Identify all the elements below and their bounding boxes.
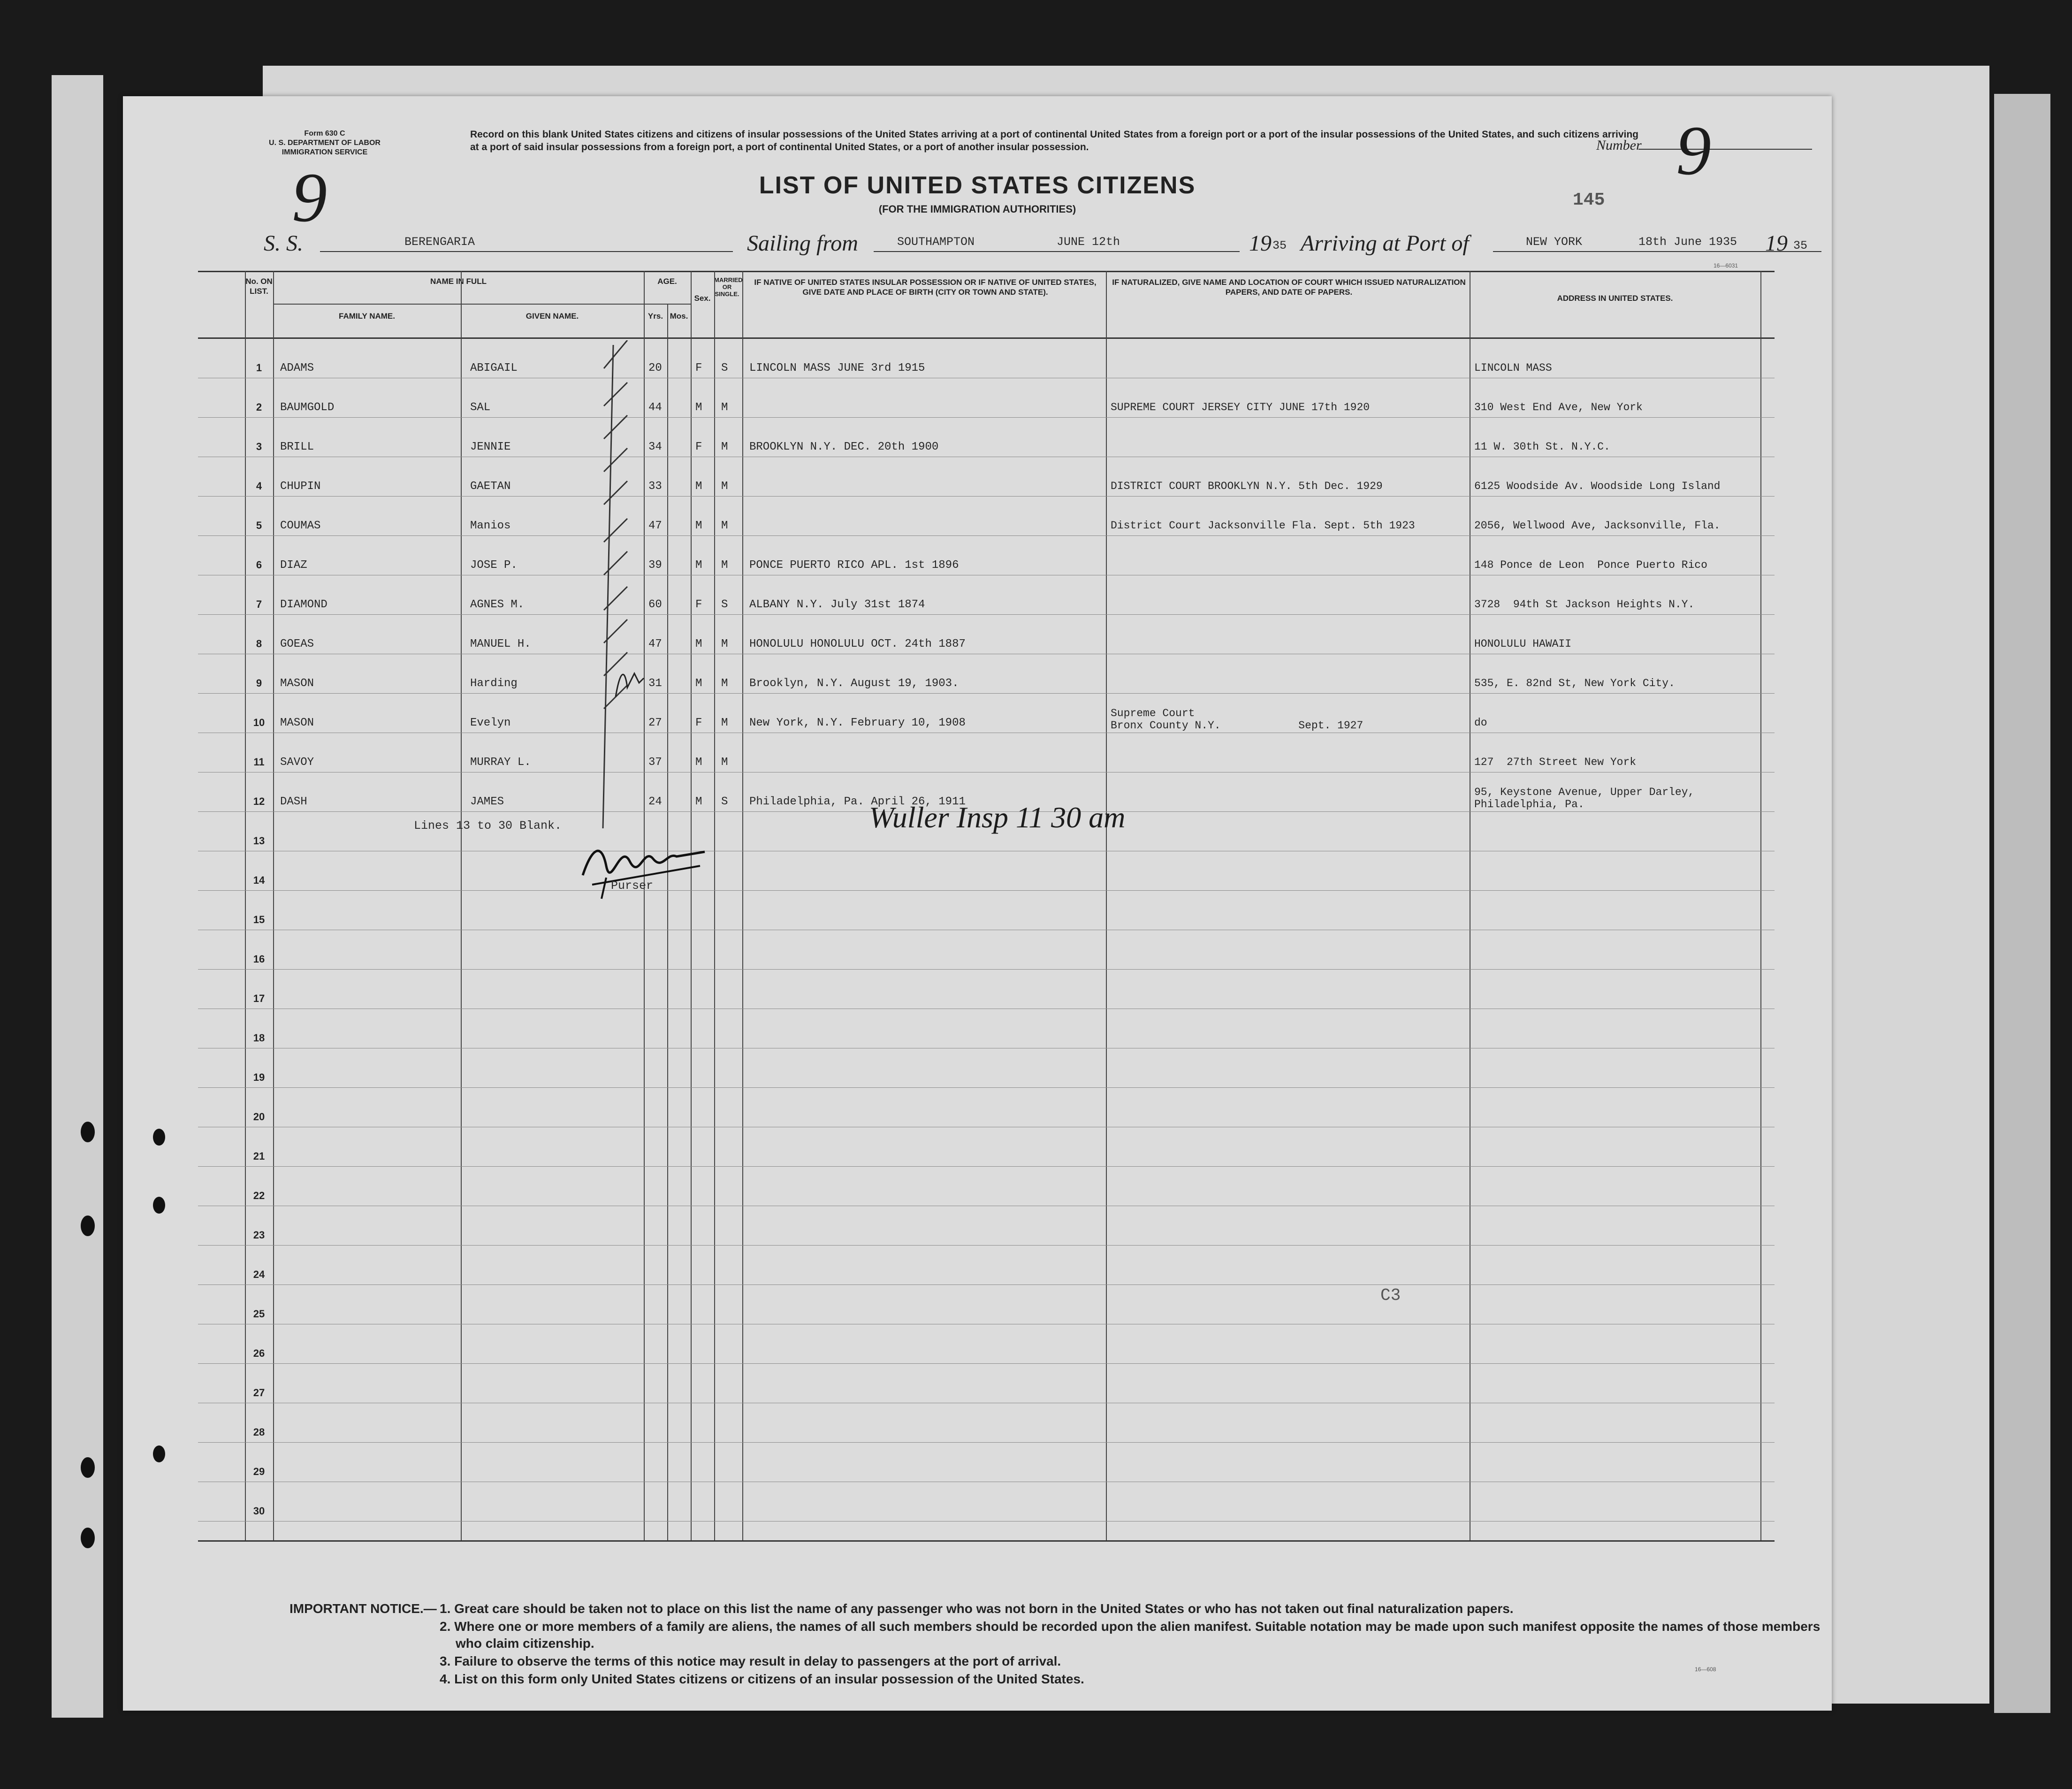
header-address: ADDRESS IN UNITED STATES. bbox=[1557, 294, 1673, 303]
cell-birth: Brooklyn, N.Y. August 19, 1903. bbox=[749, 677, 959, 690]
cell-nat: DISTRICT COURT BROOKLYN N.Y. 5th Dec. 1929 bbox=[1111, 480, 1383, 492]
cell-addr: HONOLULU HAWAII bbox=[1474, 638, 1572, 650]
cell-nat: Supreme Court Bronx County N.Y. Sept. 1927 bbox=[1111, 707, 1364, 732]
col-line bbox=[1106, 271, 1107, 1542]
header-no: No. ON LIST. bbox=[245, 277, 273, 296]
punch-hole bbox=[81, 1122, 95, 1142]
page-title: LIST OF UNITED STATES CITIZENS bbox=[759, 172, 1196, 199]
blank-lines-note: Lines 13 to 30 Blank. bbox=[414, 819, 562, 833]
cell-sex: F bbox=[695, 598, 702, 611]
punch-hole bbox=[81, 1216, 95, 1236]
number-label: Number bbox=[1596, 138, 1642, 153]
cell-sex: M bbox=[695, 480, 702, 493]
col-line bbox=[461, 271, 462, 1542]
col-line bbox=[742, 271, 743, 1542]
purser-signature bbox=[573, 833, 714, 903]
cell-birth: BROOKLYN N.Y. DEC. 20th 1900 bbox=[749, 441, 939, 453]
cell-given: JAMES bbox=[470, 795, 504, 808]
cell-birth: LINCOLN MASS JUNE 3rd 1915 bbox=[749, 362, 925, 375]
cell-birth: ALBANY N.Y. July 31st 1874 bbox=[749, 598, 925, 611]
printer-note: 16—6031 bbox=[1714, 262, 1738, 269]
cell-ms: S bbox=[721, 362, 728, 375]
col-line bbox=[1760, 271, 1761, 1542]
row-number: 1 bbox=[256, 362, 262, 374]
row-rule bbox=[198, 496, 1775, 497]
year-prefix-1: 19 bbox=[1249, 231, 1272, 256]
row-number: 30 bbox=[253, 1505, 265, 1517]
cell-family: DASH bbox=[280, 795, 307, 808]
cell-addr: 127 27th Street New York bbox=[1474, 756, 1637, 768]
ss-label: S. S. bbox=[264, 231, 303, 256]
notice-items bbox=[440, 1600, 1828, 1689]
row-number: 18 bbox=[253, 1032, 265, 1044]
cell-given: Harding bbox=[470, 677, 518, 690]
number-line bbox=[1638, 149, 1812, 150]
from-date: JUNE 12th bbox=[1057, 235, 1120, 249]
cell-age: 47 bbox=[648, 520, 662, 532]
cell-family: DIAZ bbox=[280, 559, 307, 572]
row-number: 26 bbox=[253, 1347, 265, 1359]
page-stamp-number: 145 bbox=[1573, 190, 1605, 210]
row-rule bbox=[198, 614, 1775, 615]
inspector-handwriting: Wuller Insp 11 30 am bbox=[869, 801, 1126, 834]
year-1: 35 bbox=[1272, 239, 1287, 252]
name-subheader-line bbox=[273, 304, 644, 305]
col-line bbox=[273, 271, 274, 1542]
row-number: 3 bbox=[256, 441, 262, 452]
cell-birth: HONOLULU HONOLULU OCT. 24th 1887 bbox=[749, 638, 966, 650]
notice-item-1: 1. Great care should be taken not to place on this list the name of any passenger who was not born in the United States or who has not taken out final naturalization papers. bbox=[440, 1601, 1514, 1616]
cell-given: MANUEL H. bbox=[470, 638, 531, 650]
row-number: 4 bbox=[256, 480, 262, 492]
cell-ms: S bbox=[721, 598, 728, 611]
row-rule bbox=[198, 1087, 1775, 1088]
cell-ms: S bbox=[721, 795, 728, 808]
notice-item-2: 2. Where one or more members of a family are aliens, the names of all such members should be recorded upon the alien manifest. Suitable notation may be made upon such manifest opposite the names of those members who claim citizenship. bbox=[440, 1619, 1821, 1651]
cell-ms: M bbox=[721, 520, 728, 532]
header-sex: Sex. bbox=[694, 294, 711, 303]
cell-sex: M bbox=[695, 401, 702, 414]
row-rule bbox=[198, 1442, 1775, 1443]
header-marital: MARRIED OR SINGLE. bbox=[714, 276, 743, 298]
initials-mark bbox=[611, 669, 648, 702]
row-number: 5 bbox=[256, 520, 262, 531]
cell-given: MURRAY L. bbox=[470, 756, 531, 769]
row-number: 24 bbox=[253, 1269, 265, 1280]
cell-age: 31 bbox=[648, 677, 662, 690]
row-number: 8 bbox=[256, 638, 262, 650]
ship-name: BERENGARIA bbox=[404, 235, 475, 249]
cell-addr: 3728 94th St Jackson Heights N.Y. bbox=[1474, 598, 1695, 611]
c3-stamp: C3 bbox=[1380, 1286, 1401, 1305]
cell-given: Manios bbox=[470, 520, 511, 532]
purser-label: Purser bbox=[611, 879, 654, 893]
row-number: 27 bbox=[253, 1387, 265, 1399]
footer-code: 16—608 bbox=[1695, 1666, 1716, 1673]
cell-family: DIAMOND bbox=[280, 598, 328, 611]
cell-given: GAETAN bbox=[470, 480, 511, 493]
form-number: Form 630 C bbox=[304, 130, 345, 138]
row-number: 2 bbox=[256, 401, 262, 413]
row-number: 13 bbox=[253, 835, 265, 847]
cell-family: MASON bbox=[280, 717, 314, 729]
cell-family: GOEAS bbox=[280, 638, 314, 650]
cell-sex: M bbox=[695, 795, 702, 808]
cell-addr: 6125 Woodside Av. Woodside Long Island bbox=[1474, 480, 1721, 492]
check-marks bbox=[599, 340, 655, 842]
col-line bbox=[714, 271, 715, 1542]
row-rule bbox=[198, 417, 1775, 418]
cell-ms: M bbox=[721, 638, 728, 650]
sailing-label: Sailing from bbox=[747, 231, 858, 256]
header-bottom-border bbox=[198, 337, 1775, 339]
cell-addr: 148 Ponce de Leon Ponce Puerto Rico bbox=[1474, 559, 1707, 571]
notice-item-3: 3. Failure to observe the terms of this notice may result in delay to passengers at the port of arrival. bbox=[440, 1654, 1061, 1668]
row-rule bbox=[198, 1284, 1775, 1285]
header-given: GIVEN NAME. bbox=[526, 312, 579, 321]
cell-given: SAL bbox=[470, 401, 491, 414]
row-number: 17 bbox=[253, 993, 265, 1004]
cell-age: 34 bbox=[648, 441, 662, 453]
row-rule bbox=[198, 1166, 1775, 1167]
cell-birth: Philadelphia, Pa. April 26, 1911 bbox=[749, 795, 966, 808]
row-number: 11 bbox=[253, 756, 265, 768]
cell-sex: M bbox=[695, 638, 702, 650]
cell-age: 39 bbox=[648, 559, 662, 572]
cell-nat: District Court Jacksonville Fla. Sept. 5th 1923 bbox=[1111, 520, 1415, 532]
cell-nat: SUPREME COURT JERSEY CITY JUNE 17th 1920 bbox=[1111, 401, 1370, 413]
cell-ms: M bbox=[721, 559, 728, 572]
row-rule bbox=[198, 693, 1775, 694]
table-top-border bbox=[198, 271, 1775, 272]
page-subtitle: (FOR THE IMMIGRATION AUTHORITIES) bbox=[878, 203, 1076, 215]
header-mos: Mos. bbox=[670, 312, 688, 321]
header-native: IF NATIVE OF UNITED STATES INSULAR POSSESSION OR IF NATIVE OF UNITED STATES, GIVE DATE AND PLACE OF BIRTH (CITY OR TOWN AND STATE). bbox=[754, 278, 1097, 297]
punch-hole bbox=[81, 1528, 95, 1548]
number-value: 9 bbox=[1676, 112, 1711, 190]
cell-addr: LINCOLN MASS bbox=[1474, 362, 1552, 374]
cell-sex: M bbox=[695, 559, 702, 572]
cell-sex: M bbox=[695, 677, 702, 690]
sailing-blank bbox=[874, 251, 1240, 252]
cell-age: 24 bbox=[648, 795, 662, 808]
service-name: IMMIGRATION SERVICE bbox=[282, 148, 368, 156]
to-port: NEW YORK bbox=[1526, 235, 1583, 249]
right-film-strip bbox=[1994, 94, 2050, 1713]
header-family: FAMILY NAME. bbox=[339, 312, 395, 321]
cell-family: BRILL bbox=[280, 441, 314, 453]
punch-hole bbox=[81, 1457, 95, 1478]
header-name-full: NAME IN FULL bbox=[430, 277, 487, 286]
punch-hole bbox=[153, 1445, 165, 1462]
cell-age: 37 bbox=[648, 756, 662, 769]
cell-ms: M bbox=[721, 756, 728, 769]
cell-sex: F bbox=[695, 441, 702, 453]
row-number: 14 bbox=[253, 874, 265, 886]
row-number: 25 bbox=[253, 1308, 265, 1320]
year-prefix-2-visible: 19 bbox=[1765, 231, 1788, 256]
row-rule bbox=[198, 1245, 1775, 1246]
cell-given: JOSE P. bbox=[470, 559, 518, 572]
row-number: 20 bbox=[253, 1111, 265, 1123]
cell-family: CHUPIN bbox=[280, 480, 321, 493]
header-age: AGE. bbox=[657, 277, 677, 286]
row-number: 9 bbox=[256, 677, 262, 689]
cell-birth: PONCE PUERTO RICO APL. 1st 1896 bbox=[749, 559, 959, 572]
cell-given: Evelyn bbox=[470, 717, 511, 729]
cell-addr: 2056, Wellwood Ave, Jacksonville, Fla. bbox=[1474, 520, 1721, 532]
cell-age: 33 bbox=[648, 480, 662, 493]
department-name: U. S. DEPARTMENT OF LABOR bbox=[269, 139, 381, 147]
row-rule bbox=[198, 890, 1775, 891]
notice-label: IMPORTANT NOTICE.— bbox=[289, 1601, 437, 1616]
form-number-block bbox=[226, 129, 423, 157]
col-line bbox=[691, 271, 692, 1542]
from-port: SOUTHAMPTON bbox=[897, 235, 975, 249]
cell-birth: New York, N.Y. February 10, 1908 bbox=[749, 717, 966, 729]
cell-age: 47 bbox=[648, 638, 662, 650]
cell-addr: 535, E. 82nd St, New York City. bbox=[1474, 677, 1675, 689]
year-2: 35 bbox=[1793, 239, 1808, 252]
notice-item-4: 4. List on this form only United States citizens or citizens of an insular possession of the United States. bbox=[440, 1672, 1084, 1686]
cell-given: AGNES M. bbox=[470, 598, 525, 611]
row-number: 29 bbox=[253, 1466, 265, 1477]
cell-addr: 11 W. 30th St. N.Y.C. bbox=[1474, 441, 1610, 453]
row-number: 19 bbox=[253, 1071, 265, 1083]
arriving-label: Arriving at Port of bbox=[1301, 231, 1469, 256]
row-number: 10 bbox=[253, 717, 265, 728]
left-film-strip bbox=[52, 75, 103, 1718]
row-number: 12 bbox=[253, 795, 265, 807]
cell-addr: 310 West End Ave, New York bbox=[1474, 401, 1643, 413]
cell-age: 27 bbox=[648, 717, 662, 729]
row-number: 21 bbox=[253, 1150, 265, 1162]
row-rule bbox=[198, 1363, 1775, 1364]
row-number: 22 bbox=[253, 1190, 265, 1201]
cell-family: SAVOY bbox=[280, 756, 314, 769]
cell-ms: M bbox=[721, 441, 728, 453]
cell-ms: M bbox=[721, 480, 728, 493]
col-line bbox=[667, 304, 668, 1542]
cell-family: MASON bbox=[280, 677, 314, 690]
cell-given: ABIGAIL bbox=[470, 362, 518, 375]
punch-hole bbox=[153, 1129, 165, 1146]
header-naturalized: IF NATURALIZED, GIVE NAME AND LOCATION OF COURT WHICH ISSUED NATURALIZATION PAPERS, AND DATE OF PAPERS. bbox=[1112, 278, 1466, 297]
cell-given: JENNIE bbox=[470, 441, 511, 453]
cell-family: COUMAS bbox=[280, 520, 321, 532]
cell-age: 60 bbox=[648, 598, 662, 611]
cell-family: ADAMS bbox=[280, 362, 314, 375]
row-number: 16 bbox=[253, 953, 265, 965]
citizens-table bbox=[198, 271, 1775, 1542]
row-number: 6 bbox=[256, 559, 262, 571]
cell-sex: F bbox=[695, 717, 702, 729]
row-number: 7 bbox=[256, 598, 262, 610]
corner-handwritten-number: 9 bbox=[292, 159, 327, 237]
cell-family: BAUMGOLD bbox=[280, 401, 335, 414]
cell-sex: M bbox=[695, 756, 702, 769]
row-number: 15 bbox=[253, 914, 265, 925]
punch-hole bbox=[153, 1197, 165, 1214]
row-rule bbox=[198, 535, 1775, 536]
row-number: 28 bbox=[253, 1426, 265, 1438]
ship-blank bbox=[320, 251, 733, 252]
cell-sex: F bbox=[695, 362, 702, 375]
cell-ms: M bbox=[721, 401, 728, 414]
manifest-page bbox=[123, 96, 1832, 1711]
form-instructions: Record on this blank United States citizens and citizens of insular possessions of the United States arriving at a port of continental United States from a foreign port or a port of the insular possessions of the United States, and such citizens arriving at a port of said insular possessions from a foreign port, a port of continental United States, or a port of another insular possession. bbox=[470, 129, 1638, 153]
cell-addr: 95, Keystone Avenue, Upper Darley, Philadelphia, Pa. bbox=[1474, 786, 1695, 810]
cell-addr: do bbox=[1474, 717, 1487, 729]
cell-sex: M bbox=[695, 520, 702, 532]
cell-age: 44 bbox=[648, 401, 662, 414]
to-date: 18th June 1935 bbox=[1638, 235, 1737, 249]
cell-ms: M bbox=[721, 717, 728, 729]
cell-age: 20 bbox=[648, 362, 662, 375]
row-rule bbox=[198, 969, 1775, 970]
table-bottom-border bbox=[198, 1540, 1775, 1542]
cell-ms: M bbox=[721, 677, 728, 690]
header-yrs: Yrs. bbox=[648, 312, 663, 321]
row-number: 23 bbox=[253, 1229, 265, 1241]
